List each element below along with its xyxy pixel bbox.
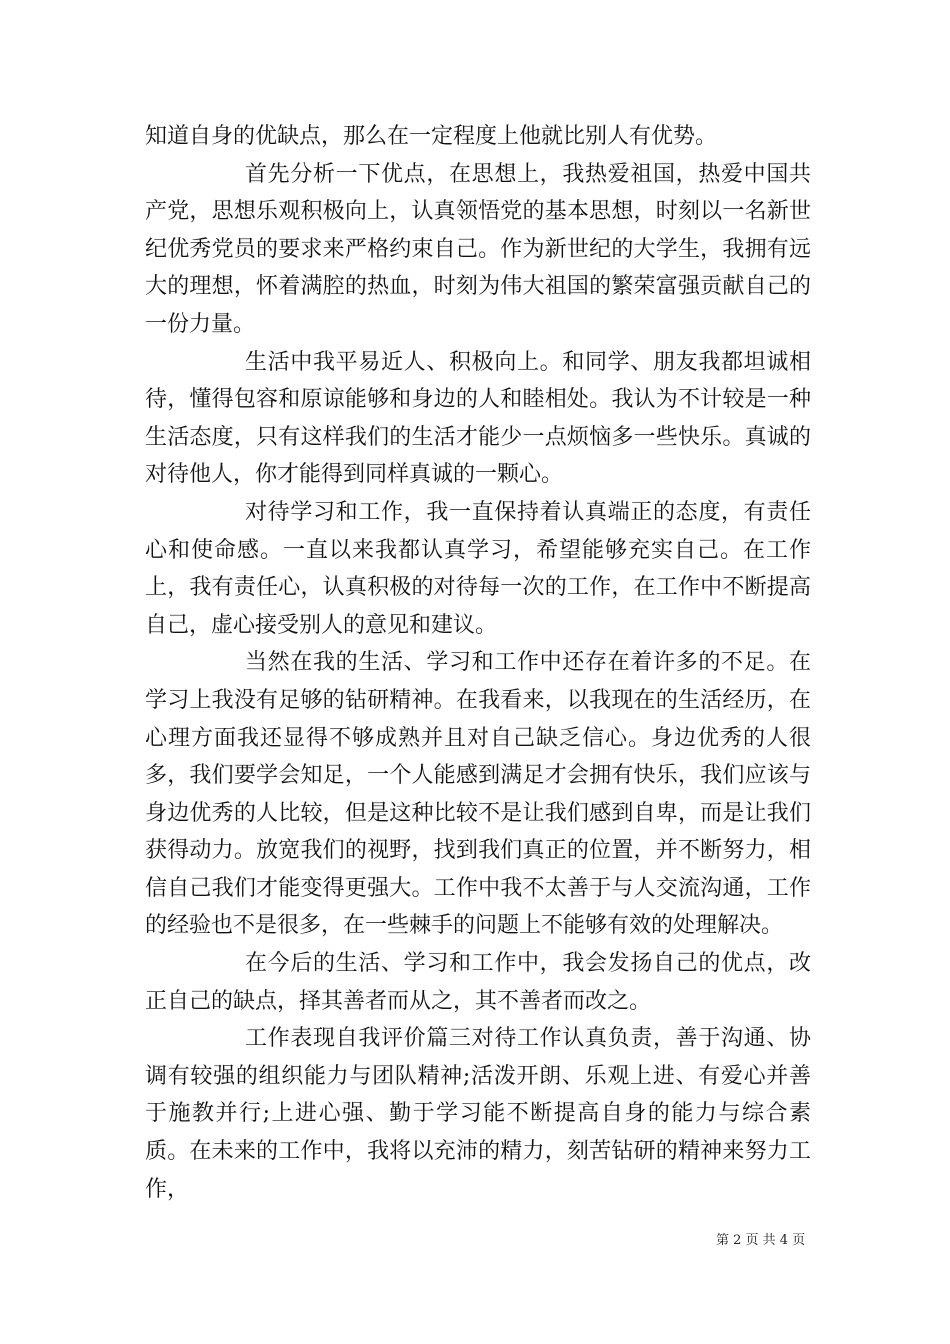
paragraph-3: 生活中我平易近人、积极向上。和同学、朋友我都坦诚相待，懂得包容和原谅能够和身边的人和睦相处。我认为不计较是一种生活态度，只有这样我们的生活才能少一点烦恼多一些快乐。真诚的对待他人，你才能得到同样真诚的一颗心。 — [145, 349, 811, 488]
paragraph-1: 知道自身的优缺点，那么在一定程度上他就比别人有优势。 — [145, 124, 718, 149]
document-body — [145, 118, 811, 1208]
paragraph-6: 在今后的生活、学习和工作中，我会发扬自己的优点，改正自己的缺点，择其善者而从之，其不善者而改之。 — [145, 951, 811, 1014]
paragraph-5: 当然在我的生活、学习和工作中还存在着许多的不足。在学习上我没有足够的钻研精神。在我看来，以我现在的生活经历，在心理方面我还显得不够成熟并且对自己缺乏信心。身边优秀的人很多，我们要学会知足，一个人能感到满足才会拥有快乐，我们应该与身边优秀的人比较，但是这种比较不是让我们感到自卑，而是让我们获得动力。放宽我们的视野，找到我们真正的位置，并不断努力，相信自己我们才能变得更强大。工作中我不太善于与人交流沟通，工作的经验也不是很多，在一些棘手的问题上不能够有效的处理解决。 — [145, 650, 811, 939]
paragraph-4: 对待学习和工作，我一直保持着认真端正的态度，有责任心和使命感。一直以来我都认真学习，希望能够充实自己。在工作上，我有责任心，认真积极的对待每一次的工作，在工作中不断提高自己，虚心接受别人的意见和建议。 — [145, 499, 811, 638]
paragraph-7: 工作表现自我评价篇三对待工作认真负责，善于沟通、协调有较强的组织能力与团队精神;活泼开朗、乐观上进、有爱心并善于施教并行;上进心强、勤于学习能不断提高自身的能力与综合素质。在未来的工作中，我将以充沛的精力，刻苦钻研的精神来努力工作， — [145, 1026, 811, 1202]
paragraph-2: 首先分析一下优点，在思想上，我热爱祖国，热爱中国共产党，思想乐观积极向上，认真领悟党的基本思想，时刻以一名新世纪优秀党员的要求来严格约束自己。作为新世纪的大学生，我拥有远大的理想，怀着满腔的热血，时刻为伟大祖国的繁荣富强贡献自己的一份力量。 — [145, 161, 811, 337]
page-number-footer: 第 2 页 共 4 页 — [716, 1233, 806, 1248]
